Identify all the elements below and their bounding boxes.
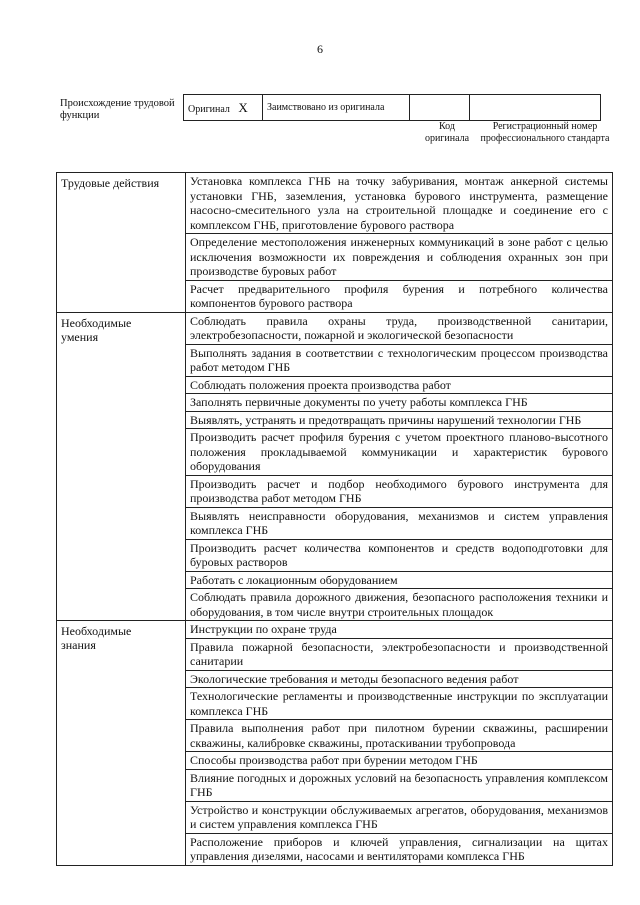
- list-item: Устройство и конструкции обслуживаемых агрегатов, оборудования, механизмов и систем управления комплекса ГНБ: [186, 801, 613, 833]
- list-item: Выявлять неисправности оборудования, механизмов и систем управления комплекса ГНБ: [186, 507, 613, 539]
- list-item: Выполнять задания в соответствии с технологическим процессом производства работ методом ГНБ: [186, 344, 613, 376]
- list-item: Способы производства работ при бурении методом ГНБ: [186, 752, 613, 770]
- list-item: Заполнять первичные документы по учету работы комплекса ГНБ: [186, 394, 613, 412]
- section-title-text: Необходимые умения: [61, 315, 132, 344]
- list-item: Технологические регламенты и производственные инструкции по эксплуатации комплекса ГНБ: [186, 688, 613, 720]
- section-title-text: Необходимые знания: [61, 624, 132, 652]
- list-item: Экологические требования и методы безопасного ведения работ: [186, 670, 613, 688]
- reg-number-cell: [470, 95, 601, 121]
- list-item: Выявлять, устранять и предотвращать причины нарушений технологии ГНБ: [186, 411, 613, 429]
- list-item: Влияние погодных и дорожных условий на безопасность управления комплексом ГНБ: [186, 769, 613, 801]
- list-item: Соблюдать правила охраны труда, производственной санитарии, электробезопасности, пожарной и экологической безопасности: [186, 312, 613, 344]
- list-item: Производить расчет и подбор необходимого бурового инструмента для производства работ методом ГНБ: [186, 475, 613, 507]
- list-item: Производить расчет профиля бурения с учетом проектного планово-высотного положения прокладываемой коммуникации и характеристик бурового оборудования: [186, 429, 613, 476]
- list-item: Определение местоположения инженерных коммуникаций в зоне работ с целью исключения возможности их повреждения и соблюдения охранных зон при производстве буровых работ: [186, 234, 613, 281]
- section-title: [57, 312, 186, 621]
- list-item: Расположение приборов и ключей управления, сигнализации на щитах управления дизелями, насосами и вентиляторами комплекса ГНБ: [186, 833, 613, 865]
- list-item: Правила выполнения работ при пилотном бурении скважины, расширении скважины, калибровке скважины, протаскивании трубопровода: [186, 720, 613, 752]
- borrowed-cell: Заимствовано из оригинала: [263, 95, 410, 121]
- section-title: [57, 621, 186, 866]
- page-number: 6: [317, 42, 323, 56]
- origin-row: [184, 95, 601, 121]
- original-label: Оригинал: [188, 103, 230, 115]
- list-item: Расчет предварительного профиля бурения и потребного количества компонентов бурового раствора: [186, 280, 613, 312]
- original-mark: X: [238, 99, 248, 115]
- origin-table: [183, 94, 601, 121]
- list-item: Работать с локационным оборудованием: [186, 571, 613, 589]
- list-item: Соблюдать положения проекта производства работ: [186, 376, 613, 394]
- section-title-text: Трудовые действия: [61, 176, 160, 190]
- origin-label: Происхождение трудовой функции: [60, 98, 175, 121]
- original-cell: [184, 95, 263, 121]
- table-row: [57, 312, 613, 344]
- code-cell: [410, 95, 470, 121]
- code-caption: Код оригинала: [424, 121, 470, 144]
- table-row: [57, 173, 613, 234]
- list-item: Инструкции по охране труда: [186, 621, 613, 639]
- list-item: Правила пожарной безопасности, электробезопасности и производственной санитарии: [186, 638, 613, 670]
- section-title: [57, 173, 186, 313]
- table-row: [57, 621, 613, 639]
- list-item: Установка комплекса ГНБ на точку забуривания, монтаж анкерной системы установки ГНБ, заземления, установка бурового инструмента, размещение насосно-смесительного узла на строительной площадке и соединение его с комплексом ГНБ, приготовление бурового раствора: [186, 173, 613, 234]
- functions-table: [56, 172, 613, 866]
- list-item: Соблюдать правила дорожного движения, безопасного расположения техники и оборудования, в том числе внутри строительных площадок: [186, 589, 613, 621]
- reg-number-caption: Регистрационный номер профессионального стандарта: [480, 121, 610, 144]
- list-item: Производить расчет количества компонентов и средств водоподготовки для буровых растворов: [186, 539, 613, 571]
